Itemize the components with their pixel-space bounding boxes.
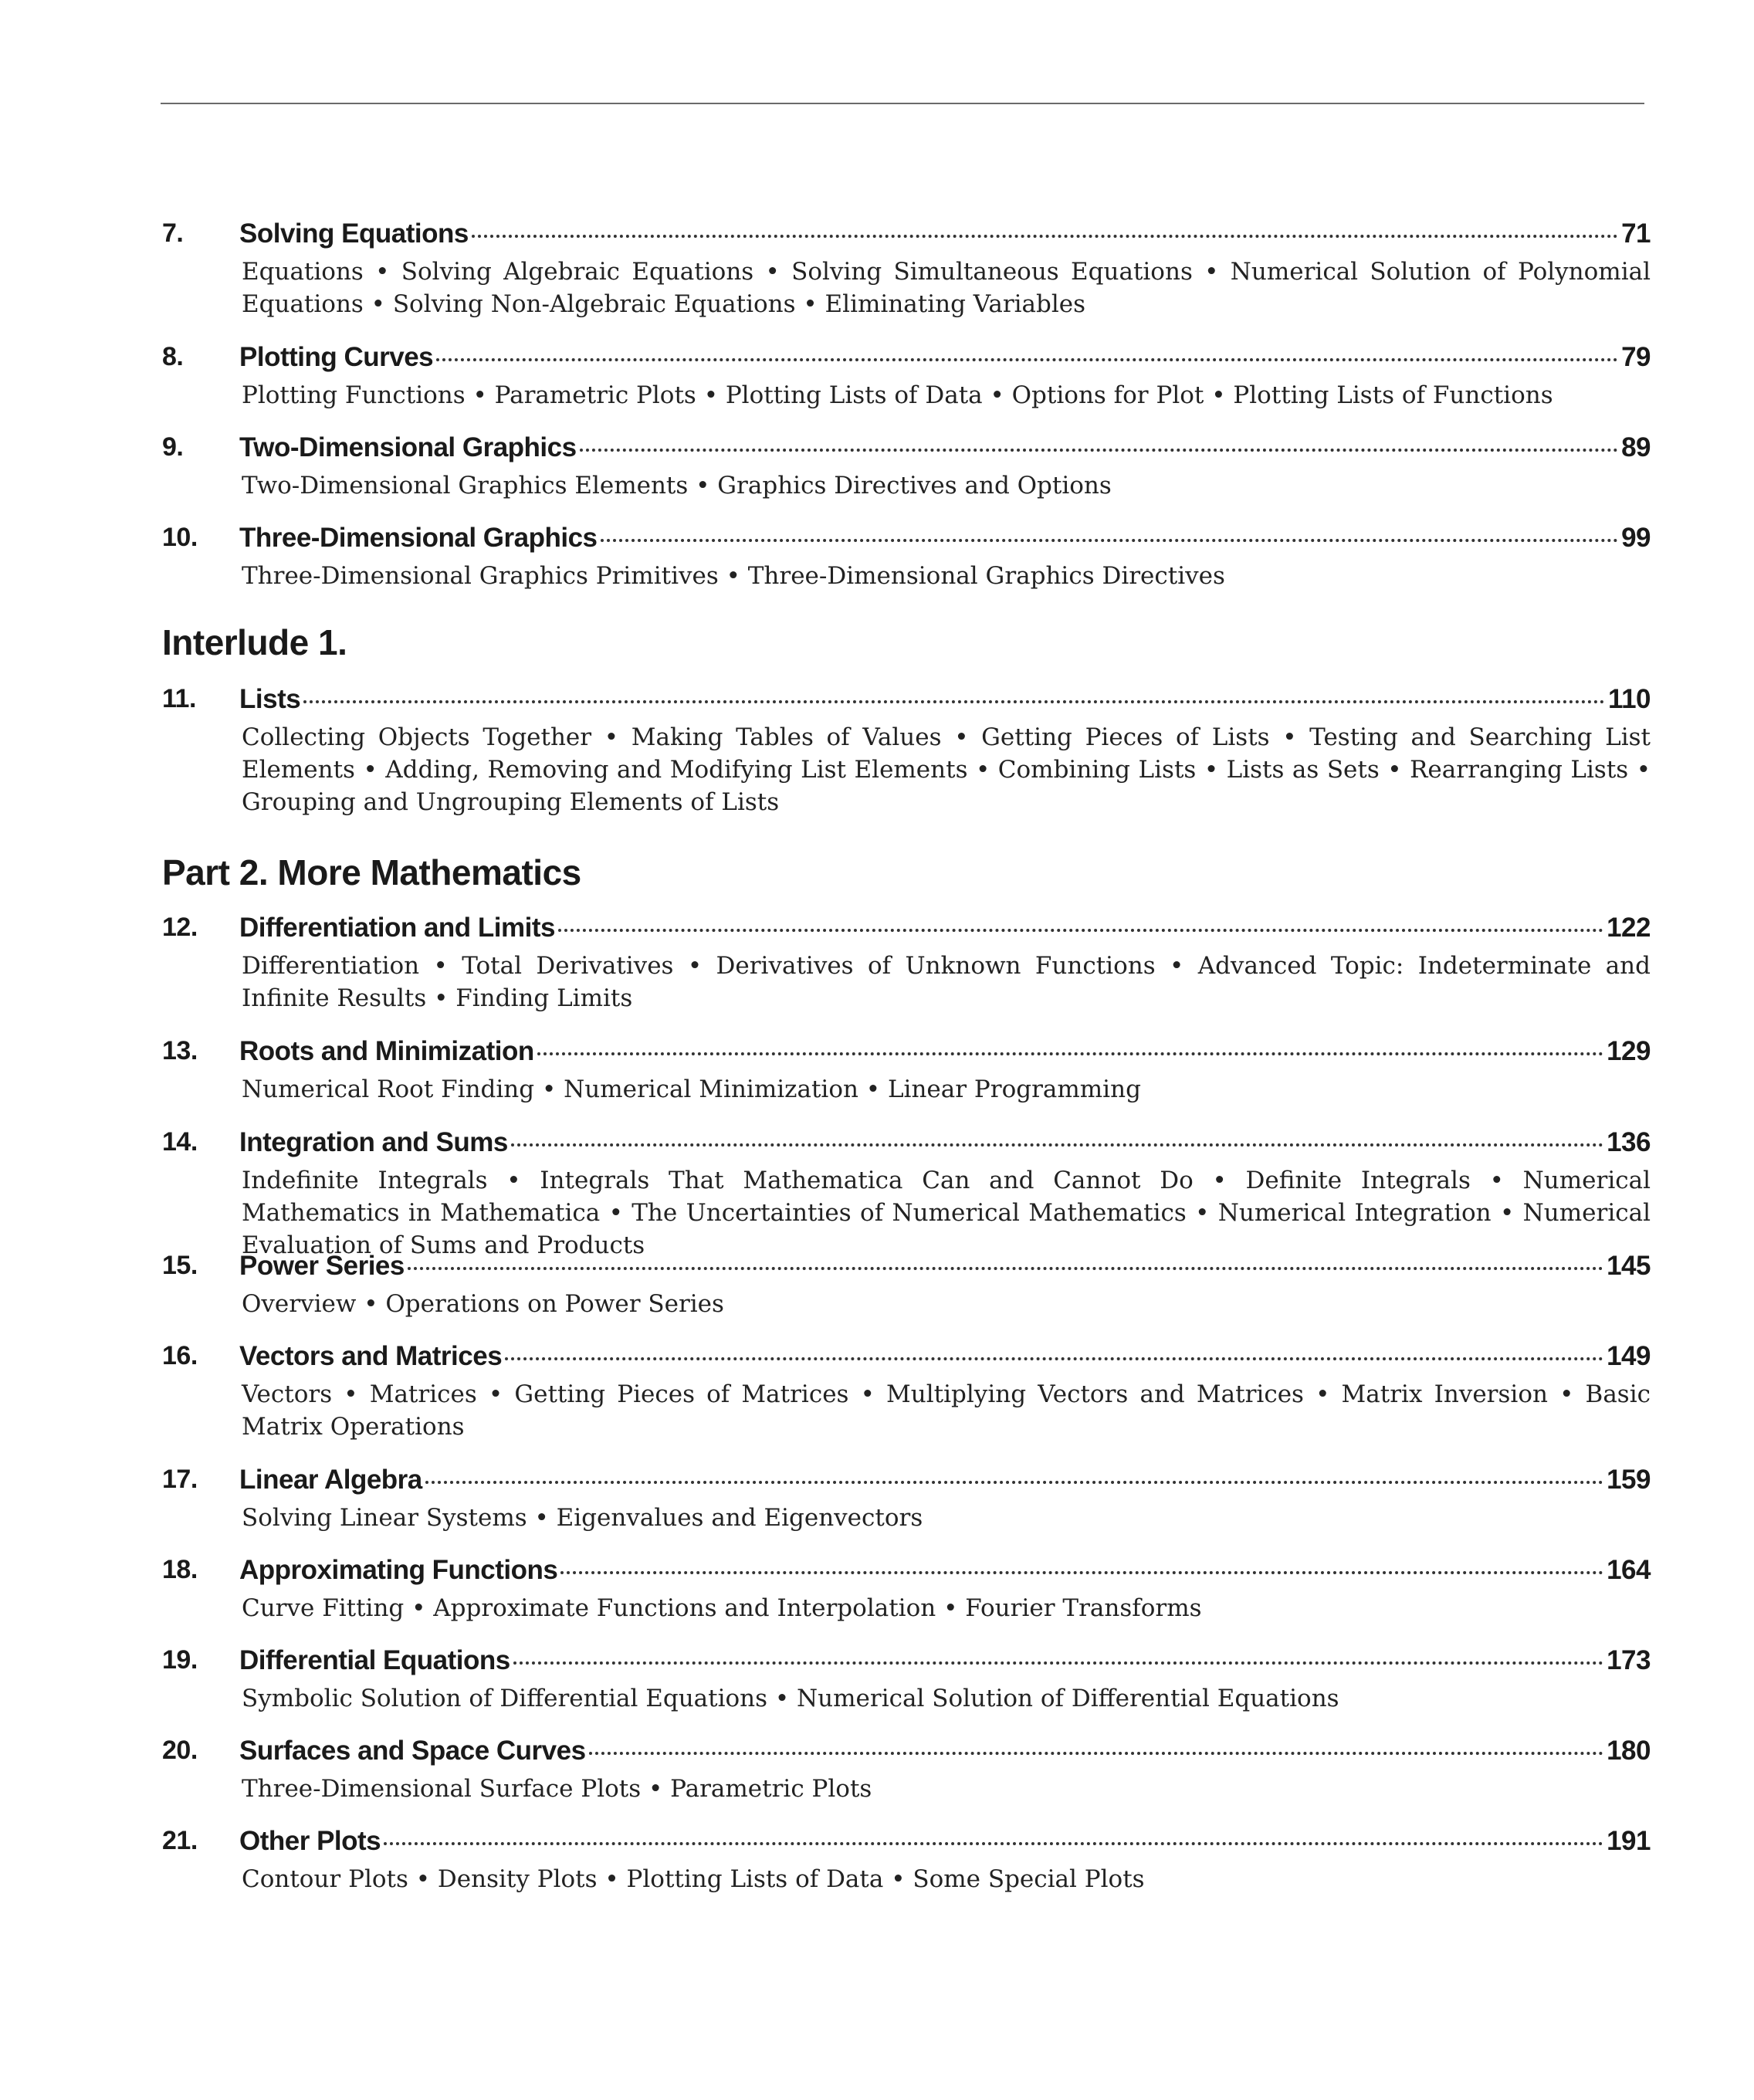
chapter-topics: Two-Dimensional Graphics Elements • Graphics Directives and Options [242,472,1112,500]
chapter-number: 18. [162,1555,198,1584]
chapter-number: 13. [162,1036,198,1065]
chapter-title[interactable]: Integration and Sums [239,1127,508,1157]
chapter-number: 8. [162,342,184,371]
page-number: 129 [1607,1036,1651,1066]
chapter-number: 10. [162,523,198,552]
chapter-number: 16. [162,1341,198,1370]
section-heading-part2: Part 2. More Mathematics [162,852,581,892]
header-rule [161,103,1644,104]
page-number: 180 [1607,1736,1651,1766]
dot-leader [601,539,1619,542]
chapter-number: 15. [162,1251,198,1280]
page-number: 89 [1621,432,1651,462]
page-number: 110 [1608,684,1651,714]
page-number: 164 [1607,1555,1651,1585]
dot-leader [505,1357,1603,1360]
chapter-title[interactable]: Differential Equations [239,1645,510,1675]
chapter-number: 12. [162,913,198,942]
chapter-number: 11. [162,684,196,713]
chapter-title[interactable]: Plotting Curves [239,342,434,372]
chapter-topics: Numerical Root Finding • Numerical Minimization • Linear Programming [242,1075,1141,1103]
chapter-number: 9. [162,432,184,462]
chapter-title[interactable]: Linear Algebra [239,1465,422,1495]
chapter-number: 7. [162,218,184,248]
dot-leader [580,449,1618,452]
dot-leader [408,1267,1603,1270]
chapter-topics: Collecting Objects Together • Making Tables of Values • Getting Pieces of Lists • Testing and Searching List Elements • Adding, Removing and Modifying List Elements • Combining Lists • Lists as Sets • Rearranging Lists • Grouping and Ungrouping Elements of Lists [242,723,1651,816]
chapter-number: 14. [162,1127,198,1157]
page-number: 136 [1607,1127,1651,1157]
chapter-title[interactable]: Surfaces and Space Curves [239,1736,586,1766]
chapter-title[interactable]: Differentiation and Limits [239,913,555,943]
chapter-topics: Solving Linear Systems • Eigenvalues and Eigenvectors [242,1504,923,1532]
chapter-title[interactable]: Two-Dimensional Graphics [239,432,577,462]
chapter-title[interactable]: Approximating Functions [239,1555,558,1585]
chapter-title[interactable]: Vectors and Matrices [239,1341,503,1371]
chapter-number: 19. [162,1645,198,1675]
chapter-topics: Curve Fitting • Approximate Functions and Interpolation • Fourier Transforms [242,1594,1202,1622]
chapter-topics: Three-Dimensional Surface Plots • Parametric Plots [242,1775,872,1803]
page-number: 173 [1607,1645,1651,1675]
dot-leader [589,1752,1604,1755]
chapter-topics: Differentiation • Total Derivatives • Derivatives of Unknown Functions • Advanced Topic: Indeterminate and Infinite Results • Finding Limits [242,952,1651,1012]
chapter-topics: Equations • Solving Algebraic Equations • Solving Simultaneous Equations • Numerical Solution of Polynomial Equations • Solving Non-Algebraic Equations • Eliminating Variables [242,258,1651,318]
chapter-topics: Plotting Functions • Parametric Plots • Plotting Lists of Data • Options for Plot • Plotting Lists of Functions [242,381,1553,409]
chapter-number: 17. [162,1465,198,1494]
page-number: 159 [1607,1465,1651,1495]
page-number: 71 [1621,218,1651,249]
chapter-topics: Vectors • Matrices • Getting Pieces of Matrices • Multiplying Vectors and Matrices • Matrix Inversion • Basic Matrix Operations [242,1380,1651,1441]
chapter-topics: Symbolic Solution of Differential Equations • Numerical Solution of Differential Equations [242,1685,1339,1712]
dot-leader [537,1052,1603,1055]
dot-leader [511,1143,1603,1147]
chapter-topics: Overview • Operations on Power Series [242,1290,724,1318]
page-number: 99 [1621,523,1651,553]
dot-leader [425,1481,1603,1484]
chapter-title[interactable]: Roots and Minimization [239,1036,534,1066]
dot-leader [558,929,1603,932]
page-number: 79 [1621,342,1651,372]
page-number: 191 [1607,1826,1651,1856]
page-number: 145 [1607,1251,1651,1281]
chapter-title[interactable]: Power Series [239,1251,405,1281]
section-heading-interlude: Interlude 1. [162,622,347,662]
chapter-title[interactable]: Solving Equations [239,218,469,249]
chapter-topics: Three-Dimensional Graphics Primitives • Three-Dimensional Graphics Directives [242,562,1225,590]
chapter-number: 20. [162,1736,198,1765]
chapter-title[interactable]: Other Plots [239,1826,381,1856]
chapter-topics: Indefinite Integrals • Integrals That Mathematica Can and Cannot Do • Definite Integrals • Numerical Mathematics in Mathematica • The Uncertainties of Numerical Mathematics • Numerical Integration • Numerical Evaluation of Sums and Products [242,1167,1651,1259]
chapter-title[interactable]: Three-Dimensional Graphics [239,523,598,553]
dot-leader [472,235,1618,238]
dot-leader [436,358,1618,361]
dot-leader [560,1571,1603,1574]
page-number: 149 [1607,1341,1651,1371]
chapter-topics: Contour Plots • Density Plots • Plotting Lists of Data • Some Special Plots [242,1865,1145,1893]
chapter-number: 21. [162,1826,198,1855]
dot-leader [384,1842,1603,1845]
page-number: 122 [1607,913,1651,943]
dot-leader [513,1661,1603,1665]
dot-leader [303,700,1605,703]
chapter-title[interactable]: Lists [239,684,301,714]
